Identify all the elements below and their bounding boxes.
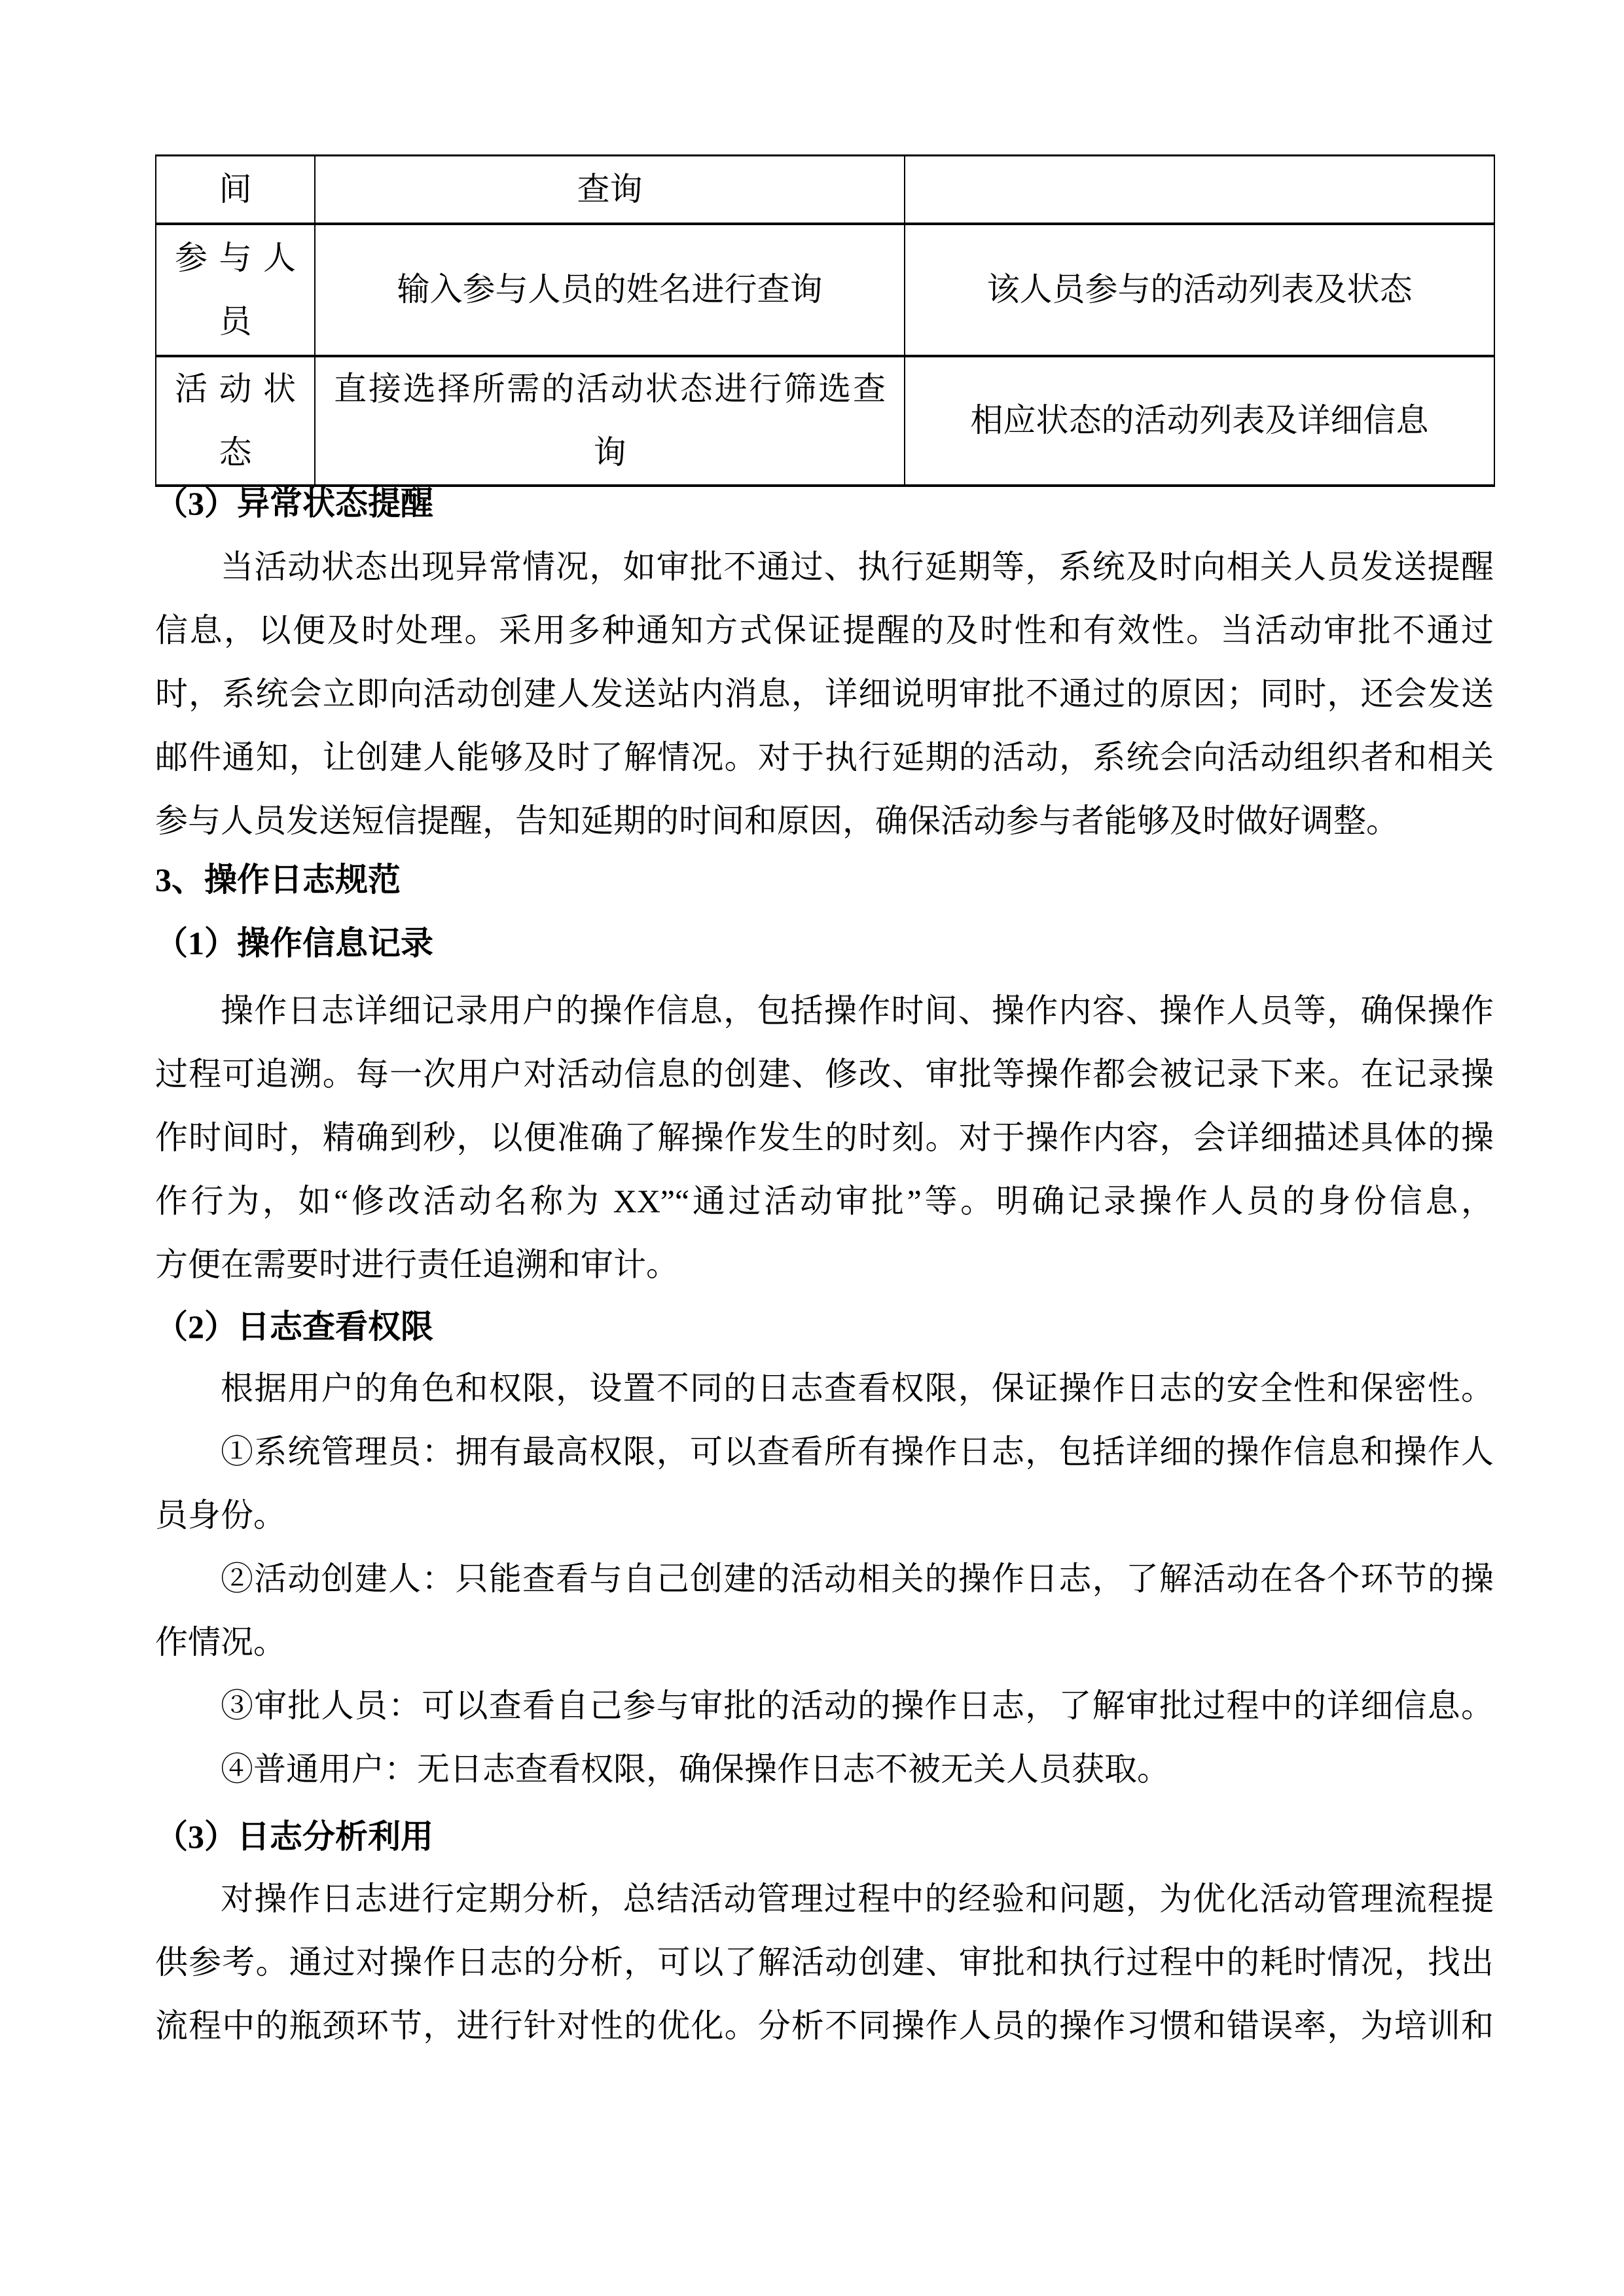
- cell-text: 直接选择所需的活动状态进行筛选查: [334, 370, 886, 407]
- text-line: ①系统管理员：拥有最高权限，可以查看所有操作日志，包括详细的操作信息和操作人: [221, 1433, 1494, 1470]
- query-methods-table: [155, 154, 1495, 487]
- table-row: [156, 356, 1494, 486]
- table-cell: [905, 156, 1494, 224]
- table-cell: [156, 224, 315, 356]
- text-line: 根据用户的角色和权限，设置不同的日志查看权限，保证操作日志的安全性和保密性。: [221, 1370, 1494, 1407]
- text-line: 参与人员发送短信提醒，告知延期的时间和原因，确保活动参与者能够及时做好调整。: [155, 802, 1399, 839]
- cell-text: 该人员参与的活动列表及状态: [986, 271, 1413, 308]
- cell-text: 询: [593, 433, 626, 471]
- table-cell: [905, 224, 1494, 356]
- paragraph-log-analysis: [155, 1867, 1494, 2058]
- heading-operation-log-spec: 3、操作日志规范: [155, 861, 401, 898]
- text-line: 供参考。通过对操作日志的分析，可以了解活动创建、审批和执行过程中的耗时情况，找出: [155, 1944, 1494, 1981]
- text-line: 操作日志详细记录用户的操作信息，包括操作时间、操作内容、操作人员等，确保操作: [221, 992, 1494, 1029]
- cell-text: 态: [219, 433, 252, 471]
- paragraph-abnormal-status: [155, 535, 1494, 853]
- cell-text: 间: [219, 170, 252, 207]
- paragraph-log-permission: [155, 1357, 1494, 1801]
- text-line: ②活动创建人：只能查看与自己创建的活动相关的操作日志，了解活动在各个环节的操: [221, 1560, 1494, 1597]
- table-cell: [156, 156, 315, 224]
- text-line: 邮件通知，让创建人能够及时了解情况。对于执行延期的活动，系统会向活动组织者和相关: [155, 739, 1494, 776]
- heading-log-analysis-use: （3）日志分析利用: [155, 1818, 433, 1855]
- text-line: 对操作日志进行定期分析，总结活动管理过程中的经验和问题，为优化活动管理流程提: [221, 1880, 1494, 1917]
- table-cell: [156, 356, 315, 486]
- table-row: [156, 156, 1494, 224]
- text-line: 方便在需要时进行责任追溯和审计。: [155, 1246, 679, 1283]
- text-line: 当活动状态出现异常情况，如审批不通过、执行延期等，系统及时向相关人员发送提醒: [221, 548, 1494, 585]
- heading-operation-info-record: （1）操作信息记录: [155, 925, 433, 961]
- heading-abnormal-status-alert: （3）异常状态提醒: [155, 485, 433, 522]
- text-line: 过程可追溯。每一次用户对活动信息的创建、修改、审批等操作都会被记录下来。在记录操: [155, 1056, 1494, 1092]
- cell-text: 相应状态的活动列表及详细信息: [970, 402, 1429, 439]
- table-cell: [315, 224, 905, 356]
- text-line: 时，系统会立即向活动创建人发送站内消息，详细说明审批不通过的原因；同时，还会发送: [155, 675, 1494, 712]
- text-line: ④普通用户：无日志查看权限，确保操作日志不被无关人员获取。: [221, 1751, 1170, 1787]
- text-line: 作情况。: [155, 1624, 286, 1660]
- table-cell: [905, 356, 1494, 486]
- text-line: 员身份。: [155, 1497, 286, 1534]
- text-line: 信息，以便及时处理。采用多种通知方式保证提醒的及时性和有效性。当活动审批不通过: [155, 612, 1494, 649]
- table-cell: [315, 156, 905, 224]
- cell-text: 查询: [577, 170, 643, 207]
- paragraph-operation-record: [155, 979, 1494, 1297]
- table-cell: [315, 356, 905, 486]
- cell-text: 参与人: [175, 239, 296, 276]
- table-row: [156, 224, 1494, 356]
- text-line: 作时间时，精确到秒，以便准确了解操作发生的时刻。对于操作内容，会详细描述具体的操: [155, 1119, 1494, 1156]
- heading-log-view-permission: （2）日志查看权限: [155, 1308, 433, 1345]
- cell-text: 活动状: [175, 370, 296, 407]
- text-line: 流程中的瓶颈环节，进行针对性的优化。分析不同操作人员的操作习惯和错误率，为培训和: [155, 2007, 1494, 2044]
- text-line: ③审批人员：可以查看自己参与审批的活动的操作日志，了解审批过程中的详细信息。: [221, 1687, 1494, 1724]
- text-line: 作行为，如“修改活动名称为 XX”“通过活动审批”等。明确记录操作人员的身份信息，: [155, 1183, 1494, 1219]
- cell-text: 输入参与人员的姓名进行查询: [397, 271, 823, 308]
- cell-text: 员: [219, 302, 252, 340]
